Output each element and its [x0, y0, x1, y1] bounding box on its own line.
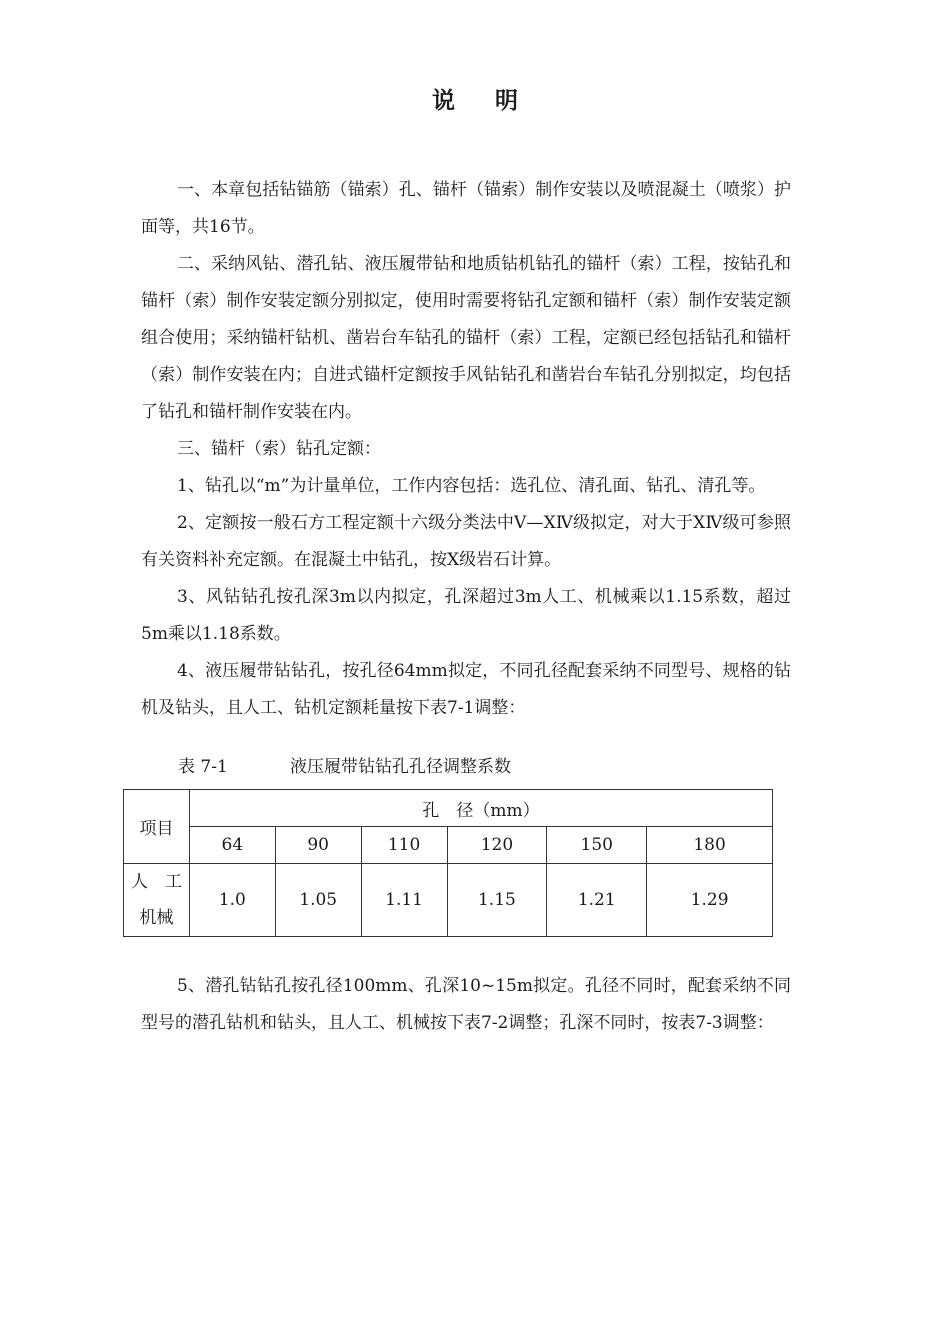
paragraph-7: 4、液压履带钻钻孔，按孔径64mm拟定，不同孔径配套采纳不同型号、规格的钻机及钻头，且人工、钻机定额耗量按下表7-1调整：	[141, 661, 791, 718]
diameter-cell: 180	[647, 827, 773, 864]
diameter-cell: 110	[361, 827, 447, 864]
header-group-cell: 孔 径（mm）	[189, 790, 772, 827]
paragraph-3: 三、锚杆（索）钻孔定额：	[177, 439, 381, 459]
diameter-cell: 150	[547, 827, 647, 864]
coefficient-cell: 1.29	[647, 864, 773, 937]
paragraph-1: 一、本章包括钻锚筋（锚索）孔、锚杆（锚索）制作安装以及喷混凝土（喷浆）护面等，共16节。	[141, 180, 791, 237]
diameter-adjustment-table	[123, 789, 773, 937]
coefficient-cell: 1.15	[447, 864, 547, 937]
paragraph-2: 二、采纳风钻、潜孔钻、液压履带钻和地质钻机钻孔的锚杆（索）工程，按钻孔和锚杆（索）制作安装定额分别拟定，使用时需要将钻孔定额和锚杆（索）制作安装定额组合使用；采纳锚杆钻机、凿岩台车钻孔的锚杆（索）工程，定额已经包括钻孔和锚杆（索）制作安装在内；自进式锚杆定额按手风钻钻孔和凿岩台车钻孔分别拟定，均包括了钻孔和锚杆制作安装在内。	[141, 254, 791, 422]
paragraph-8: 5、潜孔钻钻孔按孔径100mm、孔深10~15m拟定。孔径不同时，配套采纳不同型号的潜孔钻机和钻头，且人工、机械按下表7-2调整；孔深不同时，按表7-3调整：	[141, 976, 791, 1033]
coefficient-cell: 1.05	[275, 864, 361, 937]
table-caption	[178, 752, 778, 782]
table-number: 表 7-1	[178, 757, 228, 777]
diameter-cell: 90	[275, 827, 361, 864]
row-label-cell	[124, 864, 190, 937]
coefficient-cell: 1.21	[547, 864, 647, 937]
paragraph-6: 3、风钻钻孔按孔深3m以内拟定，孔深超过3m人工、机械乘以1.15系数，超过5m乘以1.18系数。	[141, 587, 791, 644]
body-text-after-table	[141, 968, 791, 1042]
table-header-row	[124, 790, 773, 827]
paragraph-5: 2、定额按一般石方工程定额十六级分类法中Ⅴ—ⅩⅣ级拟定，对大于ⅩⅣ级可参照有关资料补充定额。在混凝土中钻孔，按Ⅹ级岩石计算。	[141, 513, 791, 570]
table-title: 液压履带钻钻孔孔径调整系数	[290, 757, 511, 777]
table-coefficient-row	[124, 864, 773, 937]
coefficient-cell: 1.0	[189, 864, 275, 937]
row-label-line-1: 人 工	[130, 872, 182, 892]
page-title: 说 明	[431, 87, 534, 114]
header-item-cell: 项目	[124, 790, 190, 864]
coefficient-cell: 1.11	[361, 864, 447, 937]
row-label-line-2: 机械	[139, 908, 174, 928]
body-text	[141, 172, 791, 727]
diameter-cell: 64	[189, 827, 275, 864]
table-diameter-row	[124, 827, 773, 864]
diameter-cell: 120	[447, 827, 547, 864]
paragraph-4: 1、钻孔以“m”为计量单位，工作内容包括：选孔位、清孔面、钻孔、清孔等。	[177, 476, 766, 496]
